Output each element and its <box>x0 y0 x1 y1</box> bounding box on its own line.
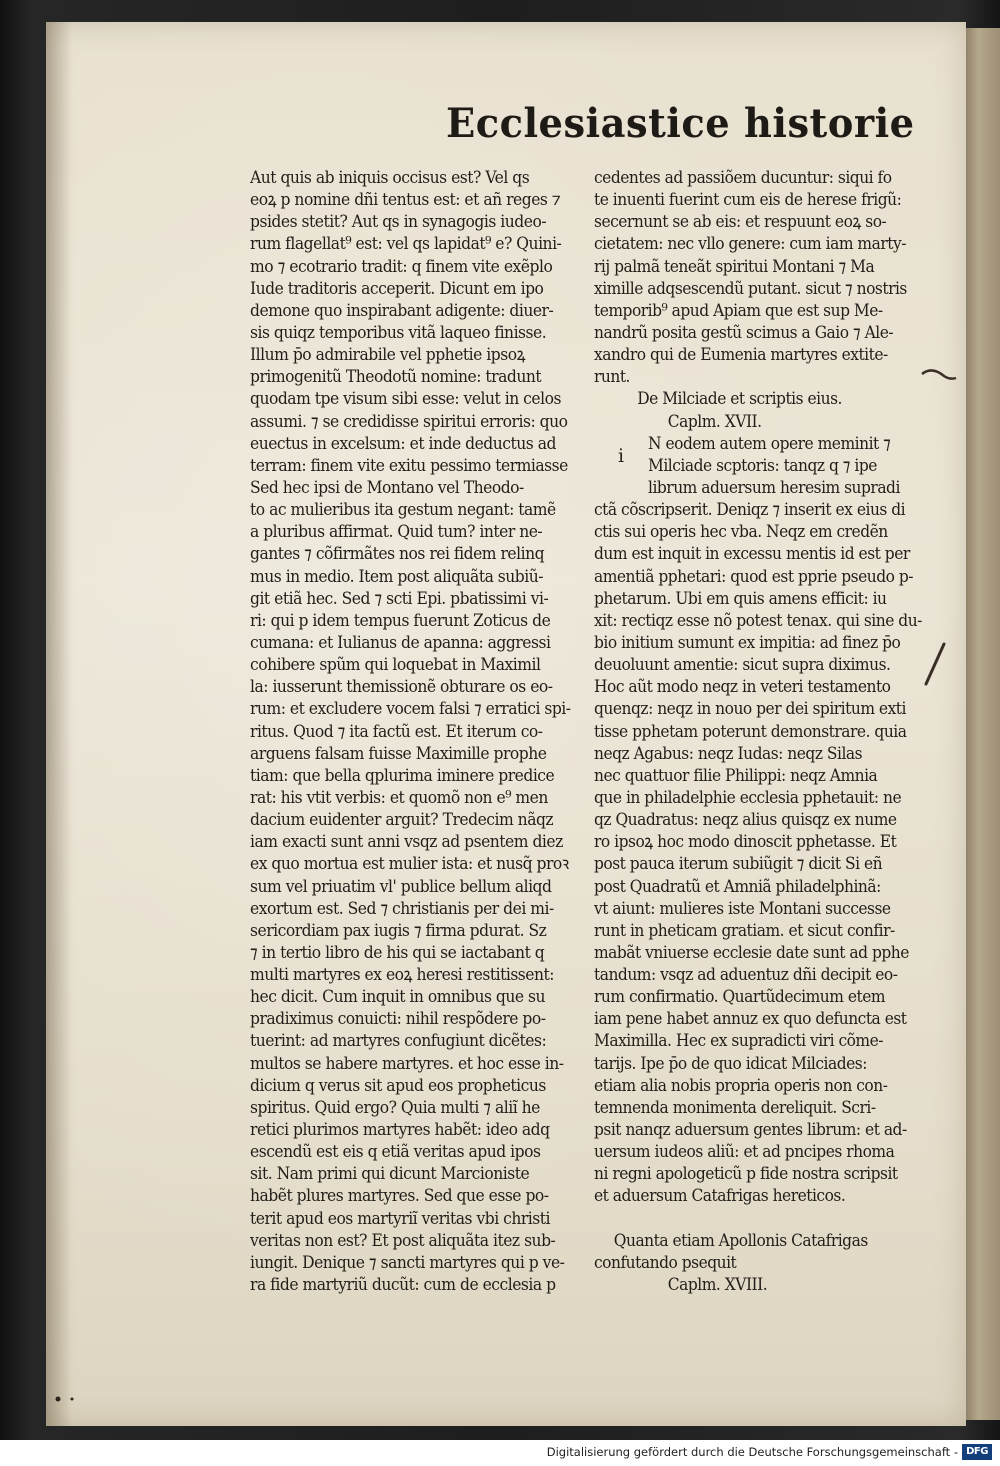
text-line: tarijs. Ipe p̄o de quo idicat Milciades: <box>594 1053 867 1074</box>
blank-line <box>594 1208 914 1230</box>
text-line: rat: his vtit verbis: et quomõ non e⁹ men <box>250 787 548 808</box>
text-line: iungit. Denique ⁊ sancti martyres qui p ve- <box>250 1252 565 1273</box>
text-line: sit. Nam primi qui dicunt Marcioniste <box>250 1164 530 1185</box>
running-head: Ecclesiastice historie <box>446 100 915 147</box>
text-line: multi martyres ex eoꝝ heresi restitissent: <box>250 965 555 986</box>
text-line: cietatem: nec vllo genere: cum iam marty- <box>594 234 906 255</box>
text-line: Hoc aũt modo neqz in veteri testamento <box>594 677 891 698</box>
text-line: quenqz: neqz in nouo per dei spiritum exti <box>594 699 906 720</box>
text-line: etiam alia nobis propria operis non con- <box>594 1075 888 1096</box>
text-line: post Quadratũ et Amniã philadelphinã: <box>594 876 881 897</box>
chapter-18-title-line-1: Quanta etiam Apollonis Catafrigas <box>613 1230 868 1251</box>
text-line: N eodem autem opere meminit ⁊ <box>648 433 891 454</box>
text-line: gantes ⁊ cõfirmãtes nos rei fidem relinq <box>250 544 545 565</box>
text-line: multos se habere martyres. et hoc esse in- <box>250 1053 564 1074</box>
text-line: habẽt plures martyres. Sed que esse po- <box>250 1186 549 1207</box>
right-text-column <box>594 167 950 1296</box>
text-line: tuerint: ad martyres confugiunt dicẽtes: <box>250 1031 547 1052</box>
text-line: sericordiam pax iugis ⁊ firma pdurat. Sz <box>250 920 547 941</box>
text-line: cedentes ad passiõem ducuntur: siqui fo <box>594 168 892 188</box>
text-line: Milciade scptoris: tanqz q ⁊ ipe <box>648 455 877 476</box>
text-line: que in philadelphie ecclesia pphetauit: ne <box>594 787 902 808</box>
text-line: ctis sui operis hec vba. Neqz em credẽn <box>594 522 888 543</box>
text-line: iam exacti sunt anni vsqz ad psentem diez <box>250 832 563 853</box>
text-line: primogenitũ Theodotũ nomine: tradunt <box>250 367 542 388</box>
text-line: qz Quadratus: neqz alius quisqz ex nume <box>594 810 897 831</box>
text-line: vt aiunt: mulieres iste Montani successe <box>594 898 891 919</box>
text-line: Aut quis ab iniquis occisus est? Vel qs <box>250 168 530 188</box>
text-line: ri: qui p idem tempus fuerunt Zoticus de <box>250 610 551 631</box>
text-line: a pluribus affirmat. Quid tum? inter ne- <box>250 522 543 543</box>
text-line: to ac mulieribus ita gestum negant: tamẽ <box>250 500 556 521</box>
text-line: temnenda monimenta dereliquit. Scri- <box>594 1097 876 1118</box>
text-line: ni regni apologeticũ p fide nostra scripsit <box>594 1164 898 1185</box>
text-line: deuoluunt amentie: sicut supra diximus. <box>594 655 891 676</box>
text-line: sum vel priuatim vl' publice bellum aliqd <box>250 876 552 897</box>
text-line: ctã cõscripserit. Deniqz ⁊ inserit ex eius di <box>594 500 906 521</box>
text-line: tandum: vsqz ad aduentuz dñi decipit eo- <box>594 965 898 986</box>
text-line: sis quiqz temporibus vitã laqueo finisse. <box>250 322 547 343</box>
text-line: secernunt se ab eis: et respuunt eoꝝ so- <box>594 212 887 233</box>
text-line: Sed hec ipsi de Montano vel Theodo- <box>250 477 524 498</box>
text-line: librum aduersum heresim supradi <box>648 477 900 498</box>
text-line: arguens falsam fuisse Maximille prophe <box>250 743 547 764</box>
text-line: nec quattuor filie Philippi: neqz Amnia <box>594 765 878 786</box>
text-line: Maximilla. Hec ex supradicti viri cõme- <box>594 1031 883 1052</box>
text-line: psit nanqz aduersum gentes librum: et ad- <box>594 1120 907 1141</box>
text-line: ex quo mortua est mulier ista: et nusq̃ proꝛ <box>250 854 569 875</box>
text-line: Illum p̄o admirabile vel pphetie ipsoꝝ <box>250 345 526 366</box>
text-line: dum est inquit in excessu mentis id est per <box>594 544 910 565</box>
text-line: te inuenti fuerint cum eis de herese frigũ: <box>594 190 902 211</box>
text-line: tisse pphetam poterunt demonstrare. quia <box>594 721 907 742</box>
text-line: ritus. Quod ⁊ ita factũ est. Et iterum co- <box>250 721 543 742</box>
text-line: ⁊ in tertio libro de his qui se iactabant q <box>250 942 545 963</box>
text-line: xandro qui de Eumenia martyres extite- <box>594 345 888 366</box>
text-line: demone quo inspirabant adigente: diuer- <box>250 300 554 321</box>
dfg-logo: DFG <box>962 1444 992 1460</box>
text-line: mabãt vniuerse ecclesie date sunt ad pphe <box>594 942 909 963</box>
text-line: runt in pheticam gratiam. et sicut confir- <box>594 920 895 941</box>
text-line: euectus in excelsum: et inde deductus ad <box>250 433 556 454</box>
text-line: la: iusserunt themissionẽ obturare os eo- <box>250 677 553 698</box>
text-line: xit: rectiqz esse nõ potest tenax. qui sine du- <box>594 610 922 631</box>
text-line: psides stetit? Aut qs in synagogis iudeo- <box>250 212 547 233</box>
text-line: Iude traditoris acceperit. Dicunt em ipo <box>250 278 544 299</box>
ink-stroke-mark <box>922 642 948 688</box>
text-line: bio initium sumunt ex impitia: ad finez p̄o <box>594 632 901 653</box>
text-line: ra fide martyriũ ducũt: cum de ecclesia p <box>250 1275 556 1296</box>
book-page <box>46 22 966 1426</box>
text-line: iam pene habet annuz ex quo defuncta est <box>594 1009 907 1030</box>
marginal-letter: i <box>618 445 625 467</box>
footer-bar <box>0 1440 1000 1466</box>
ink-mark <box>920 360 960 384</box>
text-line: mo ⁊ ecotrario tradit: q finem vite exẽplo <box>250 256 553 277</box>
text-line: exortum est. Sed ⁊ christianis per dei mi- <box>250 898 554 919</box>
text-line: phetarum. Ubi em quis amens efficit: iu <box>594 588 887 609</box>
text-line: assumi. ⁊ se credidisse spiritui erroris: quo <box>250 411 568 432</box>
text-line: eoꝝ p nomine dñi tentus est: et añ reges ⁊ <box>250 190 561 211</box>
text-line: rij palmã teneãt spiritui Montani ⁊ Ma <box>594 256 875 277</box>
text-line: post pauca iterum subiũgit ⁊ dicit Si eñ <box>594 854 883 875</box>
text-line: nandrũ posita gestũ scimus a Gaio ⁊ Ale- <box>594 322 894 343</box>
funding-notice: Digitalisierung gefördert durch die Deutsche Forschungsgemeinschaft - <box>546 1445 958 1459</box>
text-line: rum confirmatio. Quartũdecimum etem <box>594 987 886 1008</box>
text-line: tiam: que bella qplurima iminere predice <box>250 765 555 786</box>
text-line: cohibere spũm qui loquebat in Maximil <box>250 655 541 676</box>
text-line: terit apud eos martyriĩ veritas vbi christi <box>250 1208 551 1229</box>
text-line: dacium euidenter arguit? Tredecim nãqz <box>250 810 554 831</box>
text-line: ro ipsoꝝ hoc modo dinoscit pphetasse. Et <box>594 832 897 853</box>
text-line: quodam tpe visum sibi esse: velut in celos <box>250 389 561 410</box>
left-text-column <box>250 167 584 1296</box>
text-line: dicium q verus sit apud eos propheticus <box>250 1075 546 1096</box>
text-line: et aduersum Catafrigas hereticos. <box>594 1186 846 1207</box>
chapter-18-number: Caplm. XVIII. <box>667 1275 768 1296</box>
text-line: spiritus. Quid ergo? Quia multi ⁊ aliĩ he <box>250 1097 540 1118</box>
text-line: hec dicit. Cum inquit in omnibus que su <box>250 987 546 1008</box>
adjacent-leaf-edge <box>964 28 1000 1420</box>
chapter-18-title-line-2: confutando psequit <box>594 1252 737 1273</box>
text-line: escendũ est eis q etiã veritas apud ipos <box>250 1142 541 1163</box>
text-line: neqz Agabus: neqz Iudas: neqz Silas <box>594 743 863 764</box>
text-line: uersum iudeos aliũ: et ad pncipes rhoma <box>594 1142 895 1163</box>
text-line: rum flagellat⁹ est: vel qs lapidat⁹ e? Quini- <box>250 234 562 255</box>
text-line: ximille adqsescendũ putant. sicut ⁊ nostris <box>594 278 907 299</box>
chapter-17-title: De Milciade et scriptis eius. <box>637 389 842 410</box>
text-line: temporib⁹ apud Apiam que est sup Me- <box>594 300 883 321</box>
text-line: retici plurimos martyres habẽt: ideo adq <box>250 1120 550 1141</box>
chapter-17-number: Caplm. XVII. <box>667 411 762 432</box>
text-line: runt. <box>594 367 630 388</box>
text-line: pradiximus conuicti: nihil respõdere po- <box>250 1009 546 1030</box>
text-line: mus in medio. Item post aliquãta subiũ- <box>250 566 544 587</box>
text-line: terram: finem vite exitu pessimo termiasse <box>250 455 568 476</box>
text-line: rum: et excludere vocem falsi ⁊ erratici spi- <box>250 699 571 720</box>
text-line: amentiã pphetari: quod est pprie pseudo p- <box>594 566 914 587</box>
text-line: git etiã hec. Sed ⁊ scti Epi. pbatissimi vi- <box>250 588 549 609</box>
corner-dots-mark <box>52 1392 92 1406</box>
text-line: cumana: et Iulianus de apanna: aggressi <box>250 632 551 653</box>
text-line: veritas non est? Et post aliquãta itez sub- <box>250 1230 556 1251</box>
